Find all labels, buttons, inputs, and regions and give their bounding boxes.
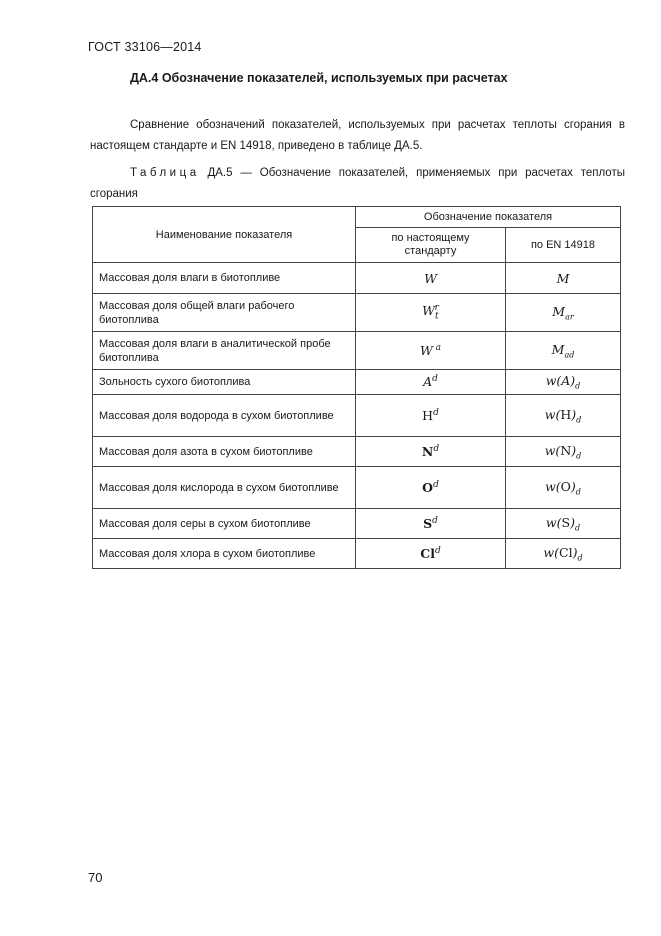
table-caption-text: ДА.5 — Обозначение показателей, применяемых при расчетах теплоты сгорания: [90, 167, 625, 200]
symbol-this: $H^d$: [356, 395, 506, 437]
symbol-en: $w(O)_d$: [506, 467, 621, 509]
header-name: Наименование показателя: [93, 207, 356, 263]
page-number: 70: [88, 870, 103, 885]
header-designation: Обозначение показателя: [356, 207, 621, 228]
symbol-en: $w(Cl)_d$: [506, 539, 621, 569]
table-row: [93, 467, 621, 509]
row-name: Массовая доля хлора в сухом биотопливе: [93, 539, 356, 569]
row-name: Массовая доля азота в сухом биотопливе: [93, 437, 356, 467]
row-name: Зольность сухого биотоплива: [93, 370, 356, 395]
symbol-this: Cl$^d$: [356, 539, 506, 569]
table-row: [93, 509, 621, 539]
intro-paragraph: Сравнение обозначений показателей, используемых при расчетах теплоты сгорания в настоящем стандарте и EN 14918, приведено в таблице ДА.5.: [90, 119, 625, 152]
table-row: [93, 263, 621, 294]
symbol-this: $A^d$: [356, 370, 506, 395]
table-caption: [90, 163, 625, 205]
table-row: [93, 332, 621, 370]
symbol-this: $S^d$: [356, 509, 506, 539]
row-name: Массовая доля серы в сухом биотопливе: [93, 509, 356, 539]
symbol-en: $w(A)_d$: [506, 370, 621, 395]
header-this-standard: по настоящему стандарту: [356, 228, 506, 263]
symbol-this: $W_t^r$: [356, 294, 506, 332]
row-name: Массовая доля кислорода в сухом биотопливе: [93, 467, 356, 509]
symbol-this: $O^d$: [356, 467, 506, 509]
symbol-this: $N^d$: [356, 437, 506, 467]
symbol-en: $w(S)_d$: [506, 509, 621, 539]
table-caption-label: Таблица: [130, 167, 200, 179]
symbol-this: W $^a$: [356, 332, 506, 370]
table-row: [93, 437, 621, 467]
symbol-en: M: [506, 263, 621, 294]
row-name: Массовая доля влаги в биотопливе: [93, 263, 356, 294]
header-en: по EN 14918: [506, 228, 621, 263]
symbol-en: $w(N)_d$: [506, 437, 621, 467]
symbol-en: $M_{ar}$: [506, 294, 621, 332]
symbol-en: $w(H)_d$: [506, 395, 621, 437]
table-row: [93, 294, 621, 332]
table-row: [93, 395, 621, 437]
row-name: Массовая доля водорода в сухом биотопливе: [93, 395, 356, 437]
row-name: Массовая доля влаги в аналитической пробе биотоплива: [93, 332, 356, 370]
symbol-en: $M_{ad}$: [506, 332, 621, 370]
table-row: [93, 539, 621, 569]
symbol-this: W: [356, 263, 506, 294]
section-title: ДА.4 Обозначение показателей, используемых при расчетах: [130, 71, 508, 85]
designation-table: [92, 206, 621, 569]
table-row: [93, 370, 621, 395]
document-code: ГОСТ 33106—2014: [88, 40, 202, 54]
row-name: Массовая доля общей влаги рабочего биотоплива: [93, 294, 356, 332]
